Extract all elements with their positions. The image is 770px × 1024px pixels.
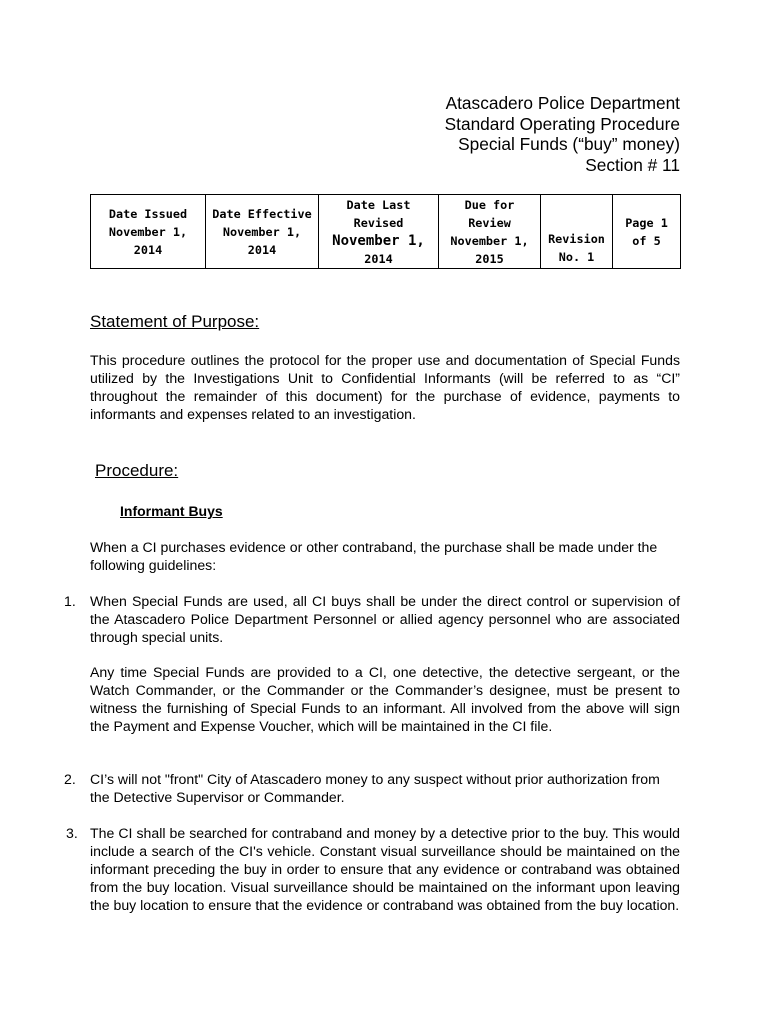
list-item-continuation: Any time Special Funds are provided to a CI, one detective, the detective sergeant, or the Watch Commander, or the Commander or the Commander’s designee, must be present to witness the furnishing of Special Funds to an informant. All involved from the above will sign the Payment and Expense Voucher, which will be maintained in the CI file.: [90, 664, 680, 734]
list-item-text: When Special Funds are used, all CI buys shall be under the direct control or supervision of the Atascadero Police Department Personnel or allied agency personnel who are associated through special units.: [90, 593, 680, 645]
date-effective-value: November 1, 2014: [222, 224, 302, 257]
date-issued-value: November 1, 2014: [108, 224, 188, 257]
date-issued-label: Date Issued: [108, 206, 188, 221]
list-item-text: CI’s will not "front" City of Atascadero money to any suspect without prior authorization from the Detective Supervisor or Commander.: [90, 771, 660, 805]
date-last-revised-label: Date Last: [346, 197, 411, 212]
date-last-revised-value: November 1,: [332, 232, 425, 249]
section-number: Section # 11: [585, 154, 680, 175]
list-item-text: The CI shall be searched for contraband and money by a detective prior to the buy. This would include a search of the CI's vehicle. Constant visual surveillance should be maintained on the informant preceding the buy in order to ensure that any evidence or contraband was obtained from the buy location. Visual surveillance should be maintained on the informant upon leaving the buy location to ensure that the evidence or contraband was obtained from the buy location.: [90, 825, 680, 913]
document-type: Standard Operating Procedure: [444, 113, 680, 134]
due-for-review-label: Review: [468, 215, 511, 230]
due-for-review-value: 2015: [475, 251, 504, 266]
due-for-review-label: Due for: [464, 197, 515, 212]
date-last-revised-value: 2014: [364, 251, 393, 266]
procedure-intro: When a CI purchases evidence or other contraband, the purchase shall be made under the following guidelines:: [90, 539, 658, 573]
informant-buys-heading: Informant Buys: [120, 503, 223, 519]
document-subject: Special Funds (“buy” money): [458, 134, 680, 154]
page-label: Page 1: [625, 215, 668, 230]
date-effective-cell: [206, 195, 319, 269]
date-last-revised-label: Revised: [353, 215, 404, 230]
date-effective-label: Date Effective: [212, 206, 312, 221]
date-issued-cell: [91, 195, 206, 269]
purpose-paragraph: This procedure outlines the protocol for the proper use and documentation of Special Funds utilized by the Investigations Unit to Confidential Informants (will be referred to as “CI” throughout the remainder of this document) for the purchase of evidence, payments to informants and expenses related to an investigation.: [90, 352, 680, 422]
list-item-number: 1.: [64, 593, 76, 609]
revision-label: Revision: [548, 232, 605, 246]
due-for-review-value: November 1,: [450, 233, 529, 248]
purpose-heading: Statement of Purpose:: [90, 312, 260, 331]
date-last-revised-cell: [319, 195, 439, 269]
revision-value: No. 1: [558, 250, 595, 264]
revision-cell: [541, 195, 613, 269]
procedure-heading: Procedure:: [95, 461, 179, 480]
page-count-cell: [613, 195, 681, 269]
page-value: of 5: [632, 233, 661, 248]
document-header: [445, 93, 680, 175]
document-meta-table: [90, 194, 681, 269]
due-for-review-cell: [439, 195, 541, 269]
list-item-number: 3.: [66, 825, 78, 841]
list-item-number: 2.: [64, 771, 76, 787]
department-name: Atascadero Police Department: [445, 93, 680, 113]
